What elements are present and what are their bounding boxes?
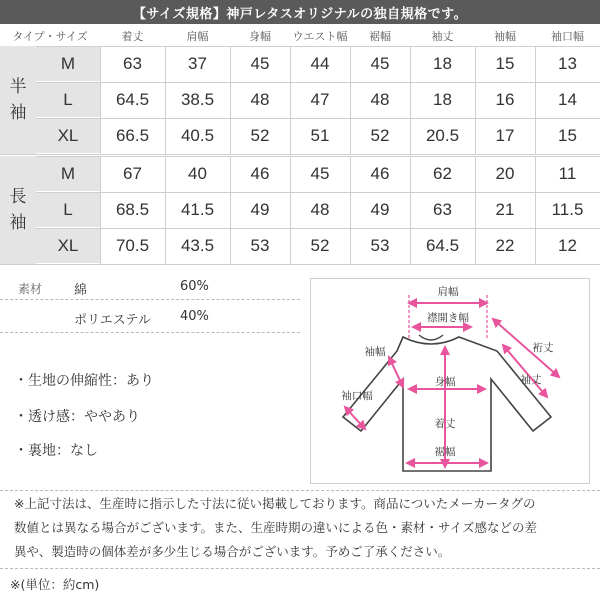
measurement-cell: 17 (495, 126, 515, 145)
measurement-cell: 46 (250, 164, 270, 183)
material-percent-polyester: 40% (180, 309, 209, 324)
size-cell: XL (36, 229, 100, 263)
row-divider (36, 46, 600, 47)
column-divider (165, 156, 166, 264)
measurement-cell: 15 (495, 54, 515, 73)
measurement-cell: 64.5 (115, 90, 150, 109)
column-header: 袖口幅 (551, 30, 584, 43)
measurement-cell: 11 (558, 164, 577, 183)
row-divider (36, 228, 600, 229)
column-header: 袖幅 (494, 30, 516, 43)
measurement-cell: 52 (310, 236, 330, 255)
sleeve-type-char: 袖 (9, 103, 27, 123)
measurement-cell: 18 (433, 54, 452, 73)
material-percent-cotton: 60% (180, 279, 209, 294)
label-yuki: 裄丈 (532, 342, 554, 354)
label-sleeve-length: 袖丈 (520, 374, 542, 386)
measurement-cell: 45 (370, 54, 390, 73)
label-body-width: 身幅 (434, 376, 456, 388)
column-divider (410, 156, 411, 264)
note-line: 異や、製造時の個体差が多少生じる場合がございます。予めご了承ください。 (14, 544, 451, 559)
table-row (36, 83, 600, 117)
material-section (0, 272, 300, 338)
material-name-polyester: ポリエステル (74, 313, 151, 328)
table-row (36, 157, 600, 191)
note-divider (0, 568, 600, 569)
sleeve-width-arrow (389, 357, 403, 387)
size-cell: L (36, 193, 100, 227)
measurement-cell: 15 (558, 126, 577, 145)
shirt-diagram (311, 279, 589, 483)
measurement-cell: 49 (250, 200, 270, 219)
size-cell: M (36, 157, 100, 191)
row-divider (36, 82, 600, 83)
column-divider (350, 46, 351, 154)
label-shoulder: 肩幅 (437, 286, 459, 298)
measurement-cell: 14 (558, 90, 577, 109)
measurement-cell: 52 (370, 126, 390, 145)
column-header: 袖丈 (431, 30, 454, 43)
row-divider (0, 264, 600, 265)
measurement-cell: 44 (310, 54, 330, 73)
sleeve-type-char: 半 (9, 77, 27, 97)
measurement-cell: 45 (310, 164, 330, 183)
measurement-cell: 38.5 (180, 90, 215, 109)
column-divider (475, 156, 476, 264)
label-neck: 襟開き幅 (427, 312, 469, 324)
column-divider (100, 156, 101, 264)
note-line: ※上記寸法は、生産時に指示した寸法に従い掲載しております。商品についたメーカータグの (14, 496, 536, 511)
measurement-cell: 43.5 (180, 236, 215, 255)
measurement-cell: 18 (433, 90, 452, 109)
property-lining: ・裏地：なし (14, 443, 98, 459)
material-divider (0, 299, 300, 300)
measurement-cell: 21 (495, 200, 515, 219)
material-name-cotton: 綿 (74, 283, 88, 298)
property-sheerness: ・透け感：ややあり (14, 409, 140, 425)
measurement-cell: 16 (495, 90, 515, 109)
column-divider (535, 156, 536, 264)
material-label: 素材 (18, 282, 43, 296)
column-divider (535, 46, 536, 154)
property-stretch: ・生地の伸縮性：あり (14, 373, 154, 389)
measurement-cell: 63 (433, 200, 452, 219)
column-header: 裾幅 (369, 30, 391, 43)
label-length: 着丈 (434, 418, 456, 430)
measurement-cell: 20.5 (425, 126, 460, 145)
column-divider (290, 46, 291, 154)
measurement-cell: 52 (250, 126, 270, 145)
measurement-cell: 48 (370, 90, 390, 109)
row-divider (36, 118, 600, 119)
measurement-cell: 20 (495, 164, 515, 183)
row-divider (0, 154, 600, 155)
section-divider (0, 490, 600, 491)
column-divider (230, 46, 231, 154)
measurement-cell: 51 (310, 126, 330, 145)
disclaimer-note (14, 492, 594, 564)
table-row (36, 47, 600, 81)
row-divider (36, 192, 600, 193)
label-sleeve-width: 袖幅 (364, 346, 386, 358)
measurement-cell: 40.5 (180, 126, 215, 145)
measurement-cell: 11.5 (551, 200, 584, 219)
unit-note: ※(単位：約cm) (10, 577, 100, 592)
measurement-cell: 63 (123, 54, 142, 73)
column-divider (475, 46, 476, 154)
label-hem: 裾幅 (434, 446, 456, 458)
measurement-cell: 13 (558, 54, 577, 73)
size-cell: L (36, 83, 100, 117)
column-header: 身幅 (249, 30, 271, 43)
measurement-cell: 68.5 (115, 200, 150, 219)
size-cell: XL (36, 119, 100, 153)
measurement-cell: 22 (495, 236, 515, 255)
measurement-cell: 64.5 (425, 236, 460, 255)
measurement-cell: 66.5 (115, 126, 150, 145)
sleeve-type-char: 袖 (9, 213, 27, 233)
measurement-cell: 53 (370, 236, 390, 255)
measurement-cell: 41.5 (180, 200, 215, 219)
neckline (419, 335, 443, 340)
measurement-cell: 40 (188, 164, 207, 183)
sleeve-type-label (0, 46, 36, 154)
measurement-cell: 47 (310, 90, 330, 109)
size-cell: M (36, 47, 100, 81)
measurement-cell: 45 (250, 54, 270, 73)
size-group (0, 156, 600, 264)
row-divider (36, 156, 600, 157)
size-spec-title: 【サイズ規格】神戸レタスオリジナルの独自規格です。 (0, 0, 600, 24)
table-row (36, 229, 600, 263)
sleeve-type-char: 長 (9, 187, 27, 207)
sleeve-type-label (0, 156, 36, 264)
measurement-cell: 49 (370, 200, 390, 219)
column-headers (0, 27, 600, 45)
table-row (36, 119, 600, 153)
fabric-properties (0, 346, 300, 484)
measurement-cell: 70.5 (115, 236, 150, 255)
measurement-cell: 48 (250, 90, 270, 109)
column-header: 着丈 (121, 30, 144, 43)
column-divider (350, 156, 351, 264)
column-header: 肩幅 (186, 30, 209, 43)
column-divider (410, 46, 411, 154)
column-divider (290, 156, 291, 264)
measurement-cell: 67 (123, 164, 142, 183)
measurement-cell: 46 (370, 164, 390, 183)
material-divider (0, 332, 300, 333)
column-header: ウエスト幅 (292, 30, 348, 43)
table-row (36, 193, 600, 227)
measurement-cell: 53 (250, 236, 270, 255)
measurement-diagram (310, 278, 590, 484)
column-header: タイプ・サイズ (12, 30, 88, 43)
column-divider (230, 156, 231, 264)
column-divider (165, 46, 166, 154)
label-cuff: 袖口幅 (341, 390, 373, 402)
measurement-cell: 62 (433, 164, 452, 183)
column-divider (100, 46, 101, 154)
measurement-cell: 37 (188, 54, 207, 73)
size-group (0, 46, 600, 154)
measurement-cell: 12 (558, 236, 577, 255)
measurement-cell: 48 (310, 200, 330, 219)
note-line: 数値とは異なる場合がございます。また、生産時期の違いによる色・素材・サイズ感などの差 (14, 520, 538, 535)
